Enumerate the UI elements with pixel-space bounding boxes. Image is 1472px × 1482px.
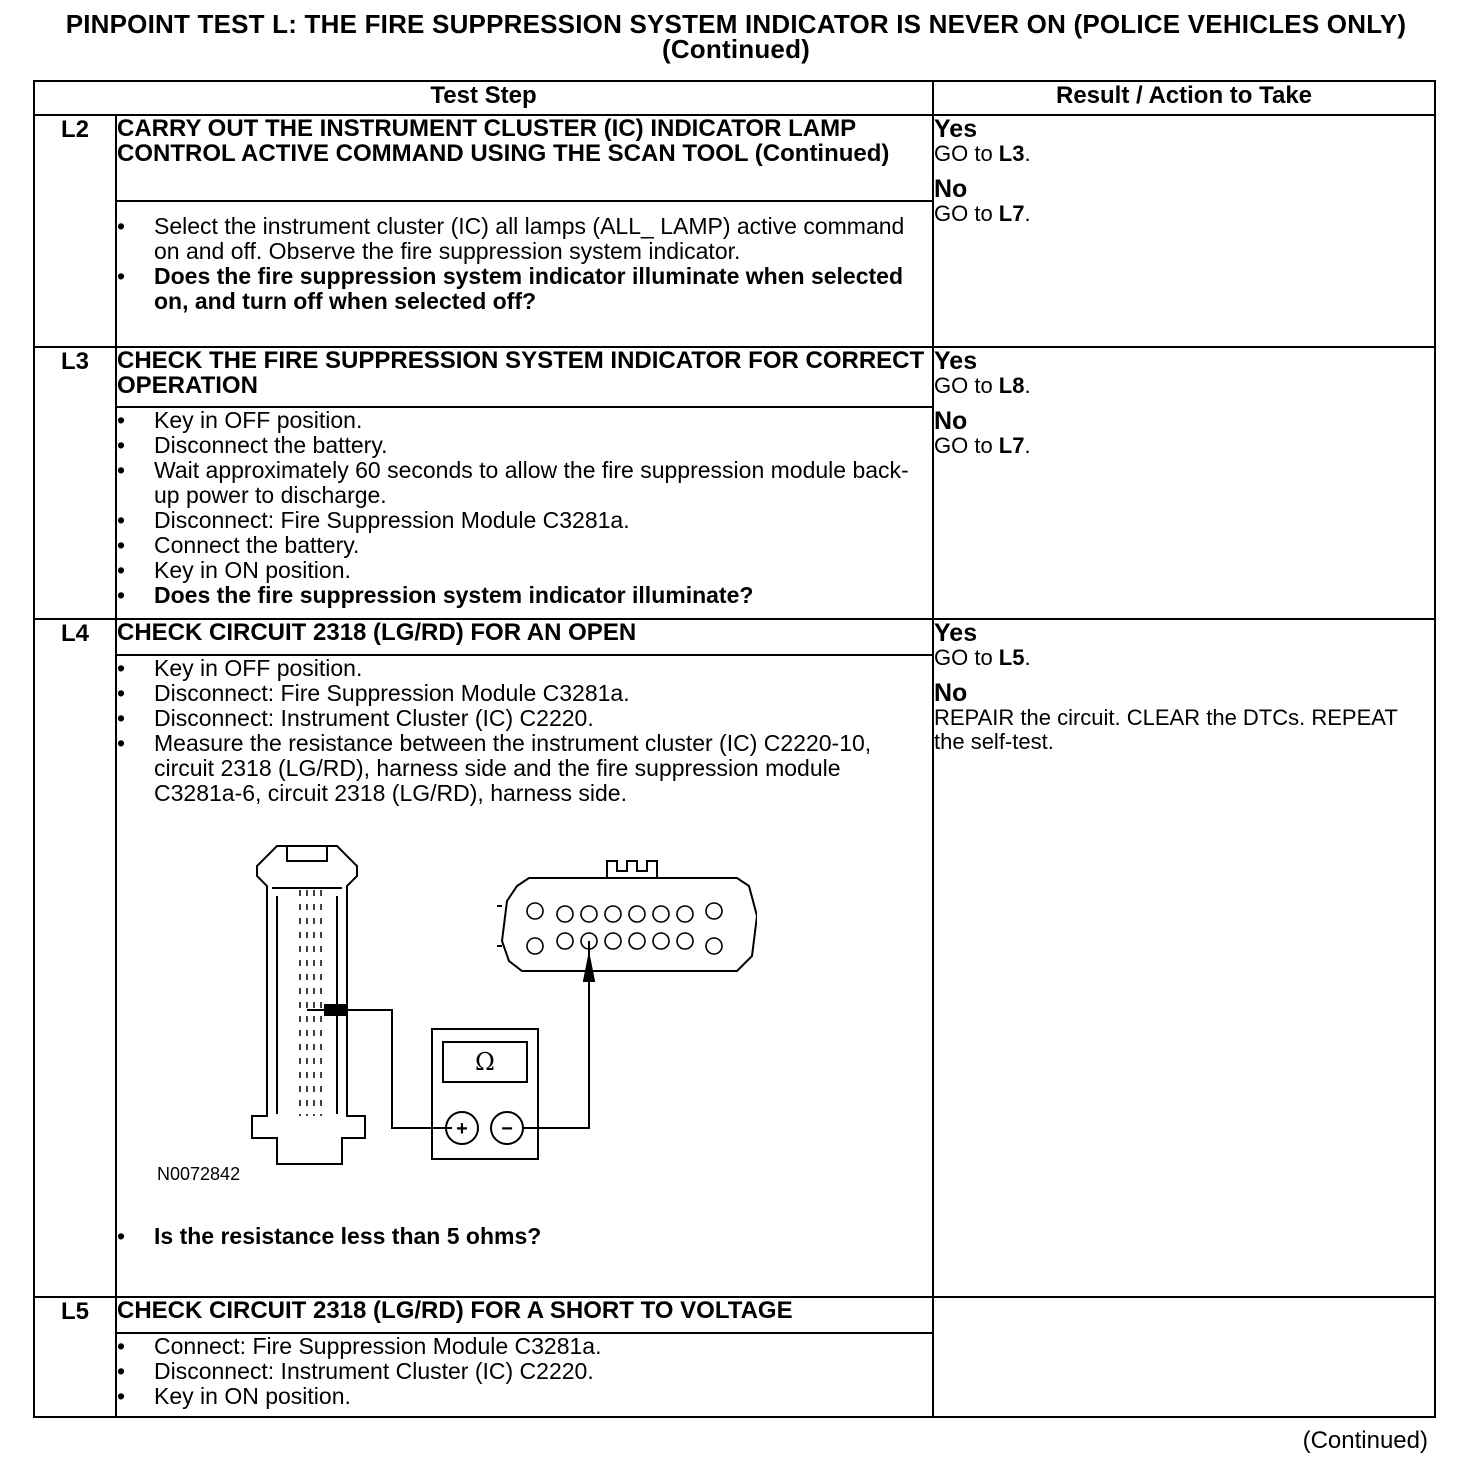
bullet-item: • Disconnect the battery. <box>117 433 932 458</box>
result-l4 <box>933 619 1435 1297</box>
probe-wire-negative <box>522 941 589 1128</box>
yes-label: Yes <box>934 347 978 375</box>
bullet-item: • Wait approximately 60 seconds to allow the fire suppression module back-up power to discharge. <box>117 458 932 508</box>
minus-label: − <box>501 1118 513 1140</box>
ic-pin-rows <box>300 890 321 1116</box>
wiring-illustration <box>157 816 757 1176</box>
yes-action: GO to L8. <box>934 373 1031 398</box>
result-l5 <box>933 1297 1435 1417</box>
bullet-item: • Key in ON position. <box>117 558 932 583</box>
bullet-list <box>117 1334 932 1409</box>
bullet-item: • Key in ON position. <box>117 1384 932 1409</box>
bullet-item: • Key in OFF position. <box>117 408 932 433</box>
step-heading-l5: CHECK CIRCUIT 2318 (LG/RD) FOR A SHORT TO VOLTAGE <box>116 1297 933 1333</box>
step-id-l5: L5 <box>34 1297 116 1417</box>
no-label: No <box>934 407 968 435</box>
step-id-l3: L3 <box>34 347 116 619</box>
probe-wire-positive <box>307 1010 452 1128</box>
bullet-list <box>117 214 932 314</box>
module-pins <box>527 903 722 954</box>
bullet-item: • Connect: Fire Suppression Module C3281a. <box>117 1334 932 1359</box>
module-connector-body <box>502 878 757 971</box>
bullet-list <box>117 408 932 608</box>
bullet-list <box>117 656 932 806</box>
step-id-l2: L2 <box>34 115 116 347</box>
question-item: • Does the fire suppression system indicator illuminate when selected on, and turn off when selected off? <box>117 264 932 314</box>
no-action: GO to L7. <box>934 433 1031 458</box>
step-body-l2 <box>116 201 933 347</box>
bullet-item: • Disconnect: Instrument Cluster (IC) C2220. <box>117 1359 932 1384</box>
yes-label: Yes <box>934 619 978 647</box>
connector-measurement-diagram <box>117 806 932 1206</box>
bullet-item: • Disconnect: Fire Suppression Module C3281a. <box>117 508 932 533</box>
no-action: GO to L7. <box>934 201 1031 226</box>
result-l3 <box>933 347 1435 619</box>
bullet-item: • Measure the resistance between the instrument cluster (IC) C2220-10, circuit 2318 (LG/RD), harness side and the fire suppression module C3281a-6, circuit 2318 (LG/RD), harness side. <box>117 731 932 806</box>
plus-label: + <box>456 1118 468 1140</box>
step-heading-l3: CHECK THE FIRE SUPPRESSION SYSTEM INDICATOR FOR CORRECT OPERATION <box>116 347 933 407</box>
step-heading-l4: CHECK CIRCUIT 2318 (LG/RD) FOR AN OPEN <box>116 619 933 655</box>
no-action: REPAIR the circuit. CLEAR the DTCs. REPEAT the self-test. <box>934 705 1398 754</box>
no-label: No <box>934 679 968 707</box>
ohm-symbol: Ω <box>475 1048 495 1076</box>
figure-number: N0072842 <box>157 1164 241 1184</box>
probe-negative-tip <box>584 956 594 981</box>
pinpoint-test-table <box>33 80 1436 1418</box>
question-item: • Does the fire suppression system indicator illuminate? <box>117 583 932 608</box>
result-l2 <box>933 115 1435 347</box>
continued-note: (Continued) <box>1302 1427 1428 1454</box>
yes-action: GO to L5. <box>934 645 1031 670</box>
result-header: Result / Action to Take <box>933 81 1435 115</box>
step-heading-l2: CARRY OUT THE INSTRUMENT CLUSTER (IC) INDICATOR LAMP CONTROL ACTIVE COMMAND USING THE SCAN TOOL (Continued) <box>116 115 933 201</box>
step-body-l5 <box>116 1333 933 1417</box>
page-title: PINPOINT TEST L: THE FIRE SUPPRESSION SYSTEM INDICATOR IS NEVER ON (POLICE VEHICLES ONLY) (Continued) <box>65 9 1407 64</box>
bullet-item: • Key in OFF position. <box>117 656 932 681</box>
bullet-item: • Connect the battery. <box>117 533 932 558</box>
step-body-l3 <box>116 407 933 619</box>
step-body-l4 <box>116 655 933 1297</box>
yes-label: Yes <box>934 115 978 143</box>
step-id-l4: L4 <box>34 619 116 1297</box>
test-step-header: Test Step <box>34 81 933 115</box>
bullet-item: • Disconnect: Instrument Cluster (IC) C2220. <box>117 706 932 731</box>
bullet-item: • Select the instrument cluster (IC) all lamps (ALL_ LAMP) active command on and off. Observe the fire suppression system indicator. <box>117 214 932 264</box>
no-label: No <box>934 175 968 203</box>
bullet-item: • Disconnect: Fire Suppression Module C3281a. <box>117 681 932 706</box>
yes-action: GO to L3. <box>934 141 1031 166</box>
question-item: • Is the resistance less than 5 ohms? <box>117 1224 932 1249</box>
ic-connector-body <box>252 846 365 1164</box>
probe-positive-tip <box>325 1005 347 1015</box>
bullet-list <box>117 1224 932 1249</box>
